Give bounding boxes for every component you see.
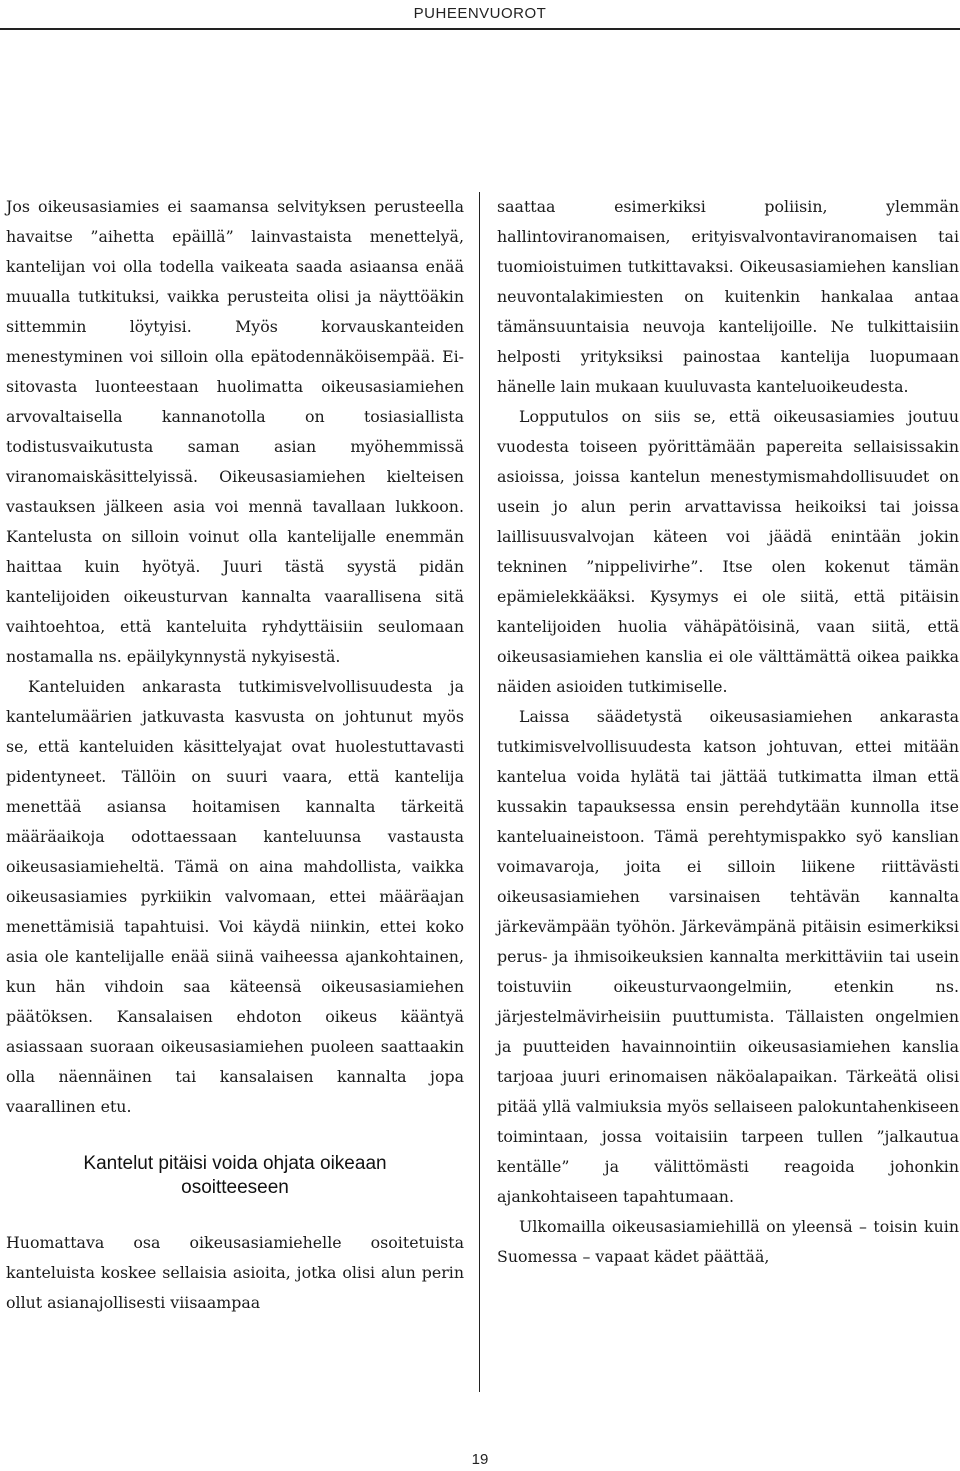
column-divider (479, 192, 480, 1392)
paragraph: Jos oikeusasiamies ei saamansa selvityksen perusteella havaitse ”aihetta epäillä” lainvastaista menettelyä, kantelijan voi olla todella vaikeata saada asiaansa enää muualla tutkituksi, vaikka perusteita olisi ja näyttöäkin sittemmin löytyisi. Myös korvauskanteiden menestyminen voi silloin olla epätodennäköisempää. Ei-sitovasta luonteestaan huolimatta oikeusasiamiehen arvovaltaisella kannanotolla on tosiasiallista todistusvaikutusta saman asian myöhemmissä viranomaiskäsittelyissä. Oikeusasiamiehen kielteisen vastauksen jälkeen asia voi mennä tavallaan lukkoon. Kantelusta on silloin voinut olla kantelijalle enemmän haittaa kuin hyötyä. Juuri tästä syystä pidän kantelijoiden oikeusturvan kannalta vaarallisena sitä vaihtoehtoa, että kanteluita ryhdyttäisiin seulomaan nostamalla ns. epäilykynnystä nykyisestä. (6, 197, 464, 666)
paragraph: Ulkomailla oikeusasiamiehillä on yleensä – toisin kuin Suomessa – vapaat kädet päättää, (497, 1217, 959, 1266)
paragraph: Kanteluiden ankarasta tutkimisvelvollisuudesta ja kantelumäärien jatkuvasta kasvusta on johtunut myös se, että kanteluiden käsittelyajat ovat huolestuttavasti pidentyneet. Tällöin on suuri vaara, että kantelija menettää asiansa hoitamisen kannalta tärkeitä määräaikoja odottaessaan kanteluunsa vastausta oikeusasiamieheltä. Tämä on aina mahdollista, vaikka oikeusasiamies pyrkiikin valvomaan, ettei määräajan menettämisiä tapahtuisi. Voi käydä niinkin, ettei koko asia ole kantelijalle enää siinä vaiheessa ajankohtainen, kun hän vihdoin saa käteensä oikeusasiamiehen päätöksen. Kansalaisen ehdoton oikeus kääntyä asiassaan suoraan oikeusasiamiehen puoleen saattaakin olla näennäinen tai kansalaisen kannalta jopa vaarallinen etu. (6, 677, 464, 1116)
paragraph: Laissa säädetystä oikeusasiamiehen ankarasta tutkimisvelvollisuudesta katson johtuvan, ettei mitään kantelua voida hylätä tai jättää tutkimatta ilman että kussakin tapauksessa ensin perehdytään kunnolla itse kanteluaineistoon. Tämä perehtymispakko syö kanslian voimavaroja, joita ei silloin liikene riittävästi oikeusasiamiehen varsinaisen tehtävän kannalta järkevämpään työhön. Järkevämpänä pitäisin esimerkiksi perus- ja ihmisoikeuksien kannalta merkittäviin tai usein toistuviin oikeusturvaongelmiin, etenkin ns. järjestelmävirheisiin puuttumista. Tällaisten ongelmien ja puutteiden havainnointiin oikeusasiamiehen kanslia tarjoaa juuri erinomaisen näköalapaikan. Tärkeätä olisi pitää yllä valmiuksia myös sellaiseen palokuntahenkiseen toimintaan, jossa voitaisiin tarpeen tullen ”jalkautua kentälle” ja välittömästi reagoida johonkin ajankohtaiseen tapahtumaan. (497, 707, 959, 1206)
paragraph: saattaa esimerkiksi poliisin, ylemmän hallintoviranomaisen, erityisvalvontaviranomaisen tai tuomioistuimen tutkittavaksi. Oikeusasiamiehen kanslian neuvontalakimiesten on kuitenkin hankalaa antaa tämänsuuntaisia neuvoja kantelijoille. Ne tulkittaisiin helposti yrityksiksi painostaa kantelija luopumaan hänelle lain mukaan kuuluvasta kanteluoikeudesta. (497, 197, 959, 396)
paragraph: Huomattava osa oikeusasiamiehelle osoitetuista kanteluista koskee sellaisia asioita, jotka olisi alun perin ollut asianajollisesti viisaampaa (6, 1233, 464, 1312)
section-header: PUHEENVUOROT (413, 5, 547, 22)
left-column (6, 192, 464, 1318)
right-column (497, 192, 959, 1272)
header-rule (0, 28, 960, 30)
section-subheading: Kantelut pitäisi voida ohjata oikeaan osoitteeseen (83, 1153, 387, 1198)
paragraph: Lopputulos on siis se, että oikeusasiamies joutuu vuodesta toiseen pyörittämään papereita sellaisissakin asioissa, joissa kantelun menestymismahdollisuudet on usein jo alun perin arvattavissa heikoiksi tai joissa laillisuusvalvojan käteen voi jäädä enintään jokin tekninen ”nippelivirhe”. Itse olen kokenut tämän epämielekkääksi. Kysymys ei ole siitä, että pitäisin kantelijoiden huolia vähäpätöisinä, vaan siitä, että oikeusasiamiehen kanslia ei ole välttämättä oikea paikka näiden asioiden tutkimiselle. (497, 407, 959, 696)
page-number: 19 (471, 1451, 489, 1468)
